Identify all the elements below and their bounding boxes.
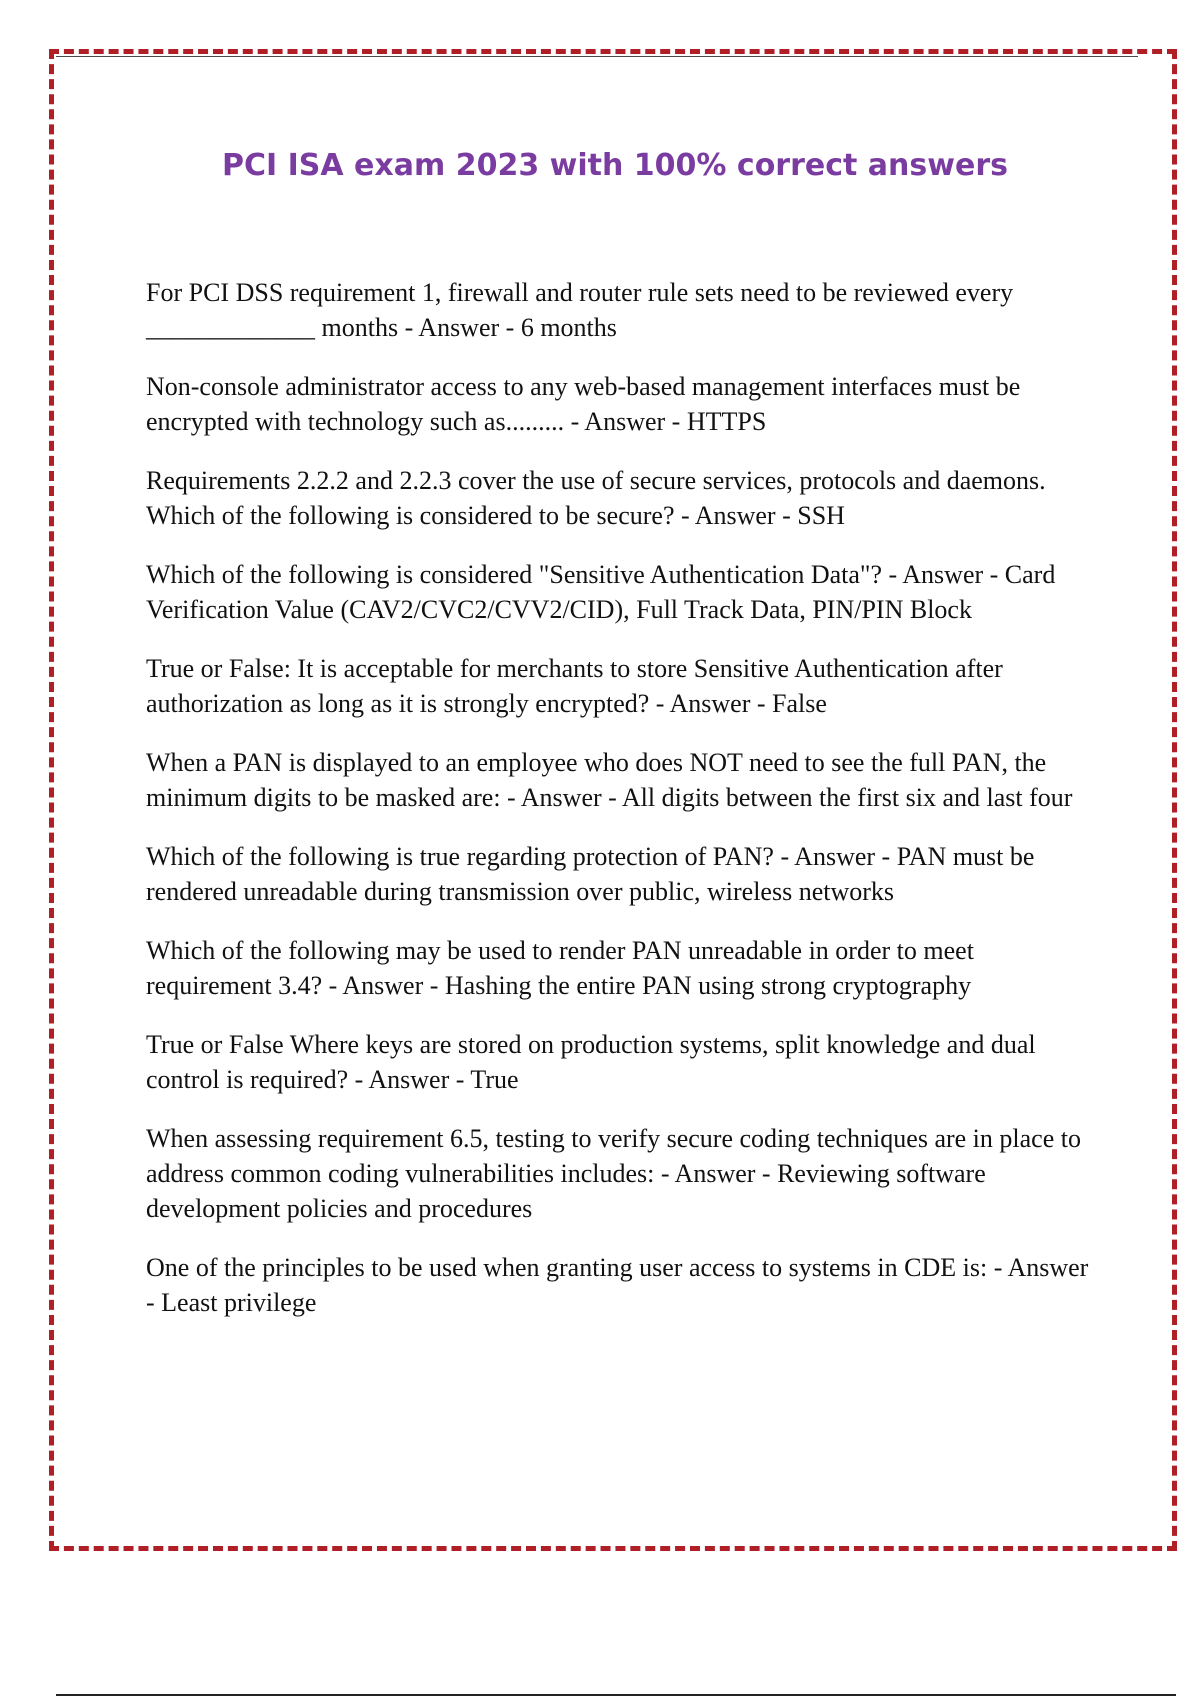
qa-item: For PCI DSS requirement 1, firewall and router rule sets need to be reviewed every _____________ months - Answer - 6 months (146, 278, 1014, 342)
qa-item: When assessing requirement 6.5, testing to verify secure coding techniques are in place to address common coding vulnerabilities includes: - Answer - Reviewing software development policies and procedures (146, 1124, 1081, 1223)
qa-list (146, 275, 1101, 1344)
qa-item: When a PAN is displayed to an employee who does NOT need to see the full PAN, the minimum digits to be masked are: - Answer - All digits between the first six and last four (146, 748, 1073, 812)
qa-item: One of the principles to be used when granting user access to systems in CDE is: - Answer - Least privilege (146, 1253, 1089, 1317)
qa-item: Which of the following may be used to render PAN unreadable in order to meet requirement 3.4? - Answer - Hashing the entire PAN using strong cryptography (146, 936, 974, 1000)
qa-item: True or False: It is acceptable for merchants to store Sensitive Authentication after authorization as long as it is strongly encrypted? - Answer - False (146, 654, 1003, 718)
footer-rule (56, 1694, 1176, 1696)
qa-item: True or False Where keys are stored on production systems, split knowledge and dual control is required? - Answer - True (146, 1030, 1036, 1094)
qa-item: Non-console administrator access to any web-based management interfaces must be encrypted with technology such as......... - Answer - HTTPS (146, 372, 1021, 436)
qa-item: Which of the following is true regarding protection of PAN? - Answer - PAN must be rendered unreadable during transmission over public, wireless networks (146, 842, 1035, 906)
document-title: PCI ISA exam 2023 with 100% correct answers (222, 148, 1008, 183)
header-rule (56, 56, 1138, 57)
qa-item: Which of the following is considered "Sensitive Authentication Data"? - Answer - Card Verification Value (CAV2/CVC2/CVV2/CID), Full Track Data, PIN/PIN Block (146, 560, 1056, 624)
qa-item: Requirements 2.2.2 and 2.2.3 cover the use of secure services, protocols and daemons. Which of the following is considered to be secure? - Answer - SSH (146, 466, 1046, 530)
